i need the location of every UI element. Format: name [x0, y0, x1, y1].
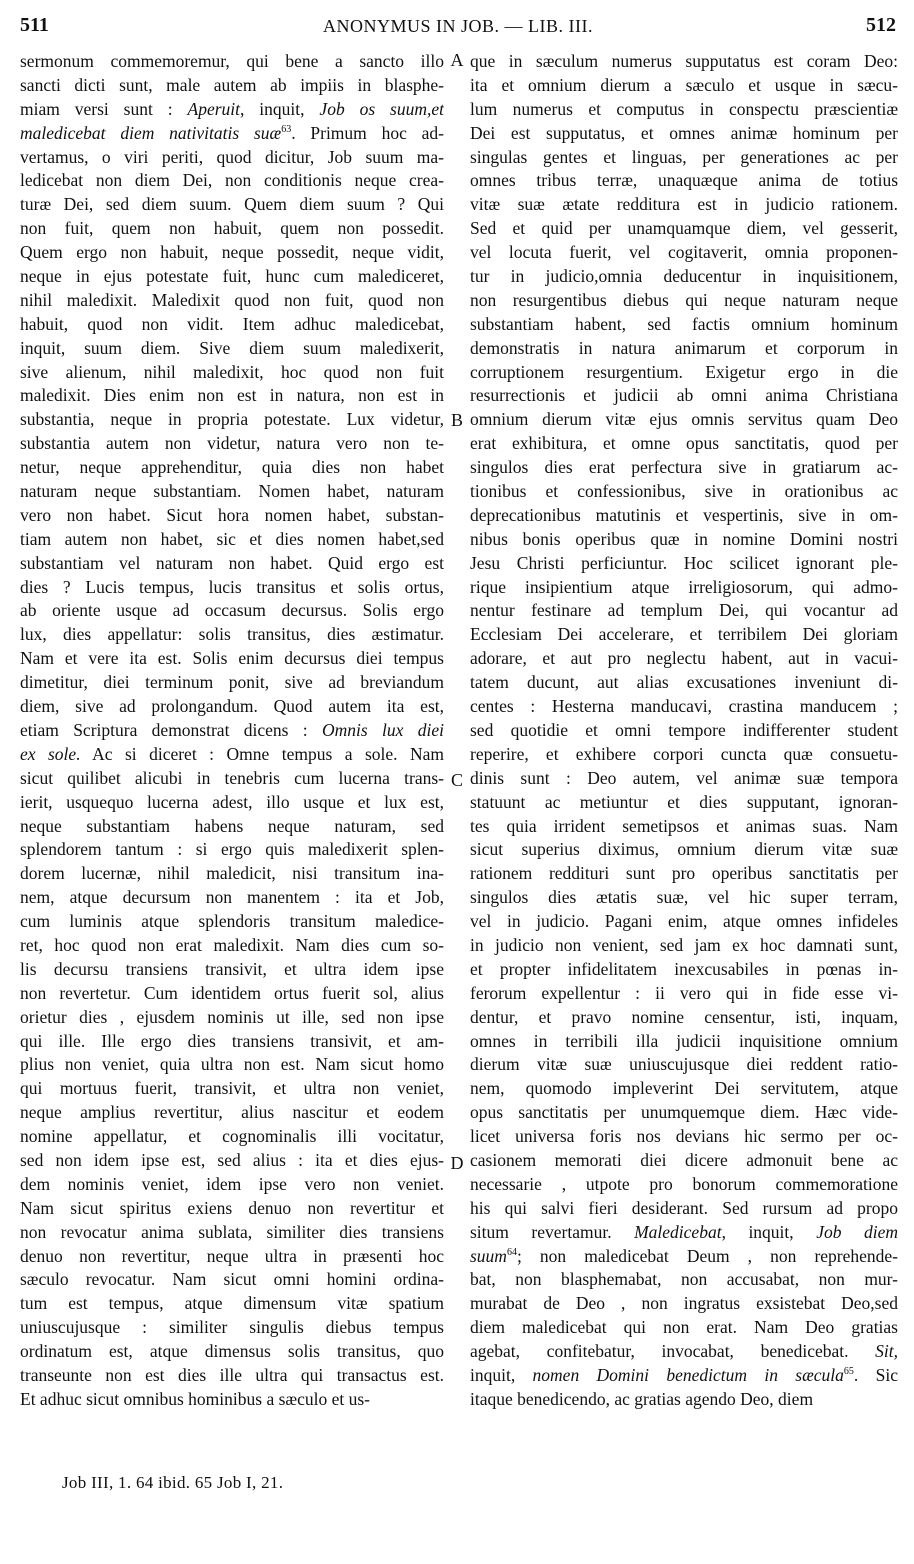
italic-text: nomen Domini benedictum in sæcula [532, 1364, 844, 1385]
text-line [470, 408, 898, 432]
italic-text: ex sole. [20, 743, 81, 764]
text-run: statuunt ac metiuntur et dies supputant, ignoran- [470, 791, 898, 812]
text-line [470, 791, 898, 815]
text-line [470, 910, 898, 934]
text-line [20, 1053, 444, 1077]
text-line [20, 1125, 444, 1149]
right-column [470, 50, 898, 1460]
text-line [20, 361, 444, 385]
text-run: omnium dierum vitæ ejus omnis servitus quam Deo [470, 409, 898, 430]
text-run: sicut superius diximus, omnium dierum vitæ suæ [470, 839, 898, 860]
text-line [470, 767, 898, 791]
footnotes: Job III, 1. 64 ibid. 65 Job I, 21. [62, 1473, 284, 1492]
text-line [470, 313, 898, 337]
text-line [470, 289, 898, 313]
text-line [470, 504, 898, 528]
text-line [470, 1125, 898, 1149]
text-run: adorare, et aut pro neglectu habent, aut in vacui- [470, 648, 898, 669]
text-line [20, 169, 444, 193]
text-line [20, 1006, 444, 1030]
text-run: opus sanctitatis per unumquemque diem. Hæc vide- [470, 1102, 898, 1123]
text-run: erat exhibitura, et omne opus sanctitatis, quod per [470, 433, 898, 454]
text-run: Nam sicut spiritus exiens denuo non revertitur et [20, 1197, 444, 1218]
text-run: resurrectionis et judicii ab omni anima Christiana [470, 385, 898, 406]
text-line [470, 480, 898, 504]
text-run: sermonum commemoremur, qui bene a sancto illo [20, 51, 444, 71]
text-run: dierum vitæ suæ uniuscujusque diei reddent ratio- [470, 1054, 898, 1075]
text-line [470, 1030, 898, 1054]
text-line [470, 1245, 898, 1269]
text-line [20, 241, 444, 265]
text-line [20, 647, 444, 671]
text-run: omnes in terribili illa judicii inquisitione omnium [470, 1030, 898, 1051]
text-run: sed non idem ipse est, sed alius : ita et dies ejus- [20, 1149, 444, 1170]
text-line [20, 1173, 444, 1197]
text-run: necessarie , utpote pro bonorum commemoratione [470, 1173, 898, 1194]
text-run: habuit, quod non vidit. Item adhuc maledicebat, [20, 313, 444, 334]
text-run: qui mortuus fuerit, transivit, et ultra non veniet, [20, 1078, 444, 1099]
text-run: tiam autem non habet, sic et dies nomen habet,sed [20, 528, 444, 549]
text-line [470, 432, 898, 456]
text-line [20, 767, 444, 791]
text-run: Sed et quid per unamquamque diem, vel gesserit, [470, 218, 898, 239]
text-line [470, 456, 898, 480]
text-line [20, 408, 444, 432]
margin-marker-c: C [450, 770, 463, 790]
margin-marker-b: B [450, 410, 463, 430]
text-run: singulas gentes et linguas, per generationes ac per [470, 146, 898, 167]
text-run: ordinatum est, atque dimensus solis transitus, quo [20, 1341, 444, 1362]
text-line [470, 528, 898, 552]
text-run: agebat, confitebatur, invocabat, benedicebat. [470, 1341, 876, 1362]
text-run: Ecclesiam Dei accelerare, et terribilem Dei gloriam [470, 624, 898, 645]
text-line [470, 169, 898, 193]
italic-text: suum [470, 1245, 507, 1266]
text-line [20, 671, 444, 695]
text-line [20, 456, 444, 480]
text-run: ita et omnium dierum a sæculo et usque in sæcu- [470, 74, 898, 95]
text-run: Quem ergo non habuit, neque possedit, neque vidit, [20, 242, 444, 263]
text-run: denuo non revertitur, neque ultra in præsenti hoc [20, 1245, 444, 1266]
text-line [470, 576, 898, 600]
text-run: tionibus et confessionibus, sive in orationibus ac [470, 481, 898, 502]
text-line [20, 1221, 444, 1245]
footnote-ref: 65 [843, 1366, 854, 1378]
text-line [20, 815, 444, 839]
text-run: omnes tribus terræ, unaquæque anima de totius [470, 170, 898, 191]
text-run: netur, neque apprehenditur, quia dies non habet [20, 457, 444, 478]
text-line [20, 98, 444, 122]
text-line [20, 982, 444, 1006]
text-line [470, 98, 898, 122]
left-column [20, 50, 444, 1460]
text-run: murabat de Deo , non ingratus exsistebat Deo,sed [470, 1293, 898, 1314]
running-title: ANONYMUS IN JOB. — LIB. III. [323, 16, 593, 36]
text-run: in judicio non venient, sed jam ex hoc damnati sunt, [470, 934, 898, 955]
italic-text: Maledicebat [634, 1221, 722, 1242]
text-line [470, 1316, 898, 1340]
text-line [470, 862, 898, 886]
text-line [470, 1197, 898, 1221]
text-run: nentur festinare ad templum Dei, qui vocantur ad [470, 600, 898, 621]
text-line [20, 1030, 444, 1054]
text-line [20, 1245, 444, 1269]
text-run: maledixit. Dies enim non est in natura, non est in [20, 385, 444, 406]
text-line [470, 552, 898, 576]
text-run: inquit, suum diem. Sive diem suum maledixerit, [20, 337, 444, 358]
text-run: ret, hoc quod non erat maledixit. Nam dies cum so- [20, 934, 444, 955]
text-run: singulos dies ætatis suæ, vel hic super terram, [470, 887, 898, 908]
text-line [470, 599, 898, 623]
text-line [470, 1053, 898, 1077]
text-run: splendorem tantum : si ergo quis maledixerit splen- [20, 839, 444, 860]
text-run: demonstratis in natura animarum et corporum in [470, 337, 898, 358]
text-run: ab oriente usque ad occasum decursus. Solis ergo [20, 600, 444, 621]
text-line [20, 958, 444, 982]
text-line [470, 886, 898, 910]
text-line [470, 74, 898, 98]
text-line [20, 1101, 444, 1125]
text-line [470, 1221, 898, 1245]
text-line [20, 599, 444, 623]
text-run: uniuscujusque : similiter singulis diebus tempus [20, 1317, 444, 1338]
text-line [20, 289, 444, 313]
text-run: etiam Scriptura demonstrat dicens : [20, 719, 322, 740]
text-run: plius non veniet, quia ultra non est. Nam sicut homo [20, 1054, 444, 1075]
text-run: non revertetur. Cum identidem ortus fuerit sol, alius [20, 982, 444, 1003]
page-number-right: 512 [866, 14, 896, 36]
text-run: tatem ducunt, aut alias excusationes inveniunt di- [470, 672, 898, 693]
text-line [470, 1173, 898, 1197]
text-run: dentur, et pravo nomine censentur, isti, inquam, [470, 1006, 898, 1027]
text-line [20, 1364, 444, 1388]
margin-marker-d: D [450, 1153, 464, 1173]
text-run: Et adhuc sicut omnibus hominibus a sæculo et us- [20, 1388, 370, 1409]
text-run: transeunte non est dies ille ultra qui transactus est. [20, 1364, 444, 1385]
text-line [20, 432, 444, 456]
text-run: dimetitur, diei terminum ponit, sive ad breviandum [20, 672, 444, 693]
text-line [470, 695, 898, 719]
text-run: . Sic [853, 1364, 898, 1385]
text-run: vero non habet. Sicut hora nomen habet, substan- [20, 504, 444, 525]
text-line [470, 146, 898, 170]
text-line [470, 241, 898, 265]
text-run: Jesu Christi perficiuntur. Hoc scilicet ignorant ple- [470, 552, 898, 573]
text-run: nem, atque decursum non manentem : ita et Job, [20, 887, 444, 908]
text-run: diem maledicebat qui non erat. Nam Deo gratias [470, 1317, 898, 1338]
text-run: dem nominis veniet, idem ipse vero non veniet. [20, 1173, 444, 1194]
text-run: substantia, neque in propria potestate. Lux videtur, [20, 409, 444, 430]
italic-text: Sit, [875, 1341, 898, 1362]
text-run: non fuit, quem non habuit, quem non possedit. [20, 218, 444, 239]
text-run: his qui salvi fieri desiderant. Sed rursum ad propo [470, 1197, 898, 1218]
text-run: , inquit, [240, 98, 320, 119]
text-run: rationem reddituri sunt pro operibus sanctitatis per [470, 863, 898, 884]
text-line [470, 1006, 898, 1030]
text-line [20, 623, 444, 647]
running-header [20, 14, 896, 44]
footnote-ref: 64 [506, 1246, 517, 1258]
text-run: qui ille. Ille ergo dies transiens transivit, et am- [20, 1030, 444, 1051]
text-line [20, 1077, 444, 1101]
text-line [470, 361, 898, 385]
text-line [20, 1268, 444, 1292]
text-line [20, 146, 444, 170]
text-line [470, 193, 898, 217]
text-line [20, 1340, 444, 1364]
text-line [20, 838, 444, 862]
text-line [470, 982, 898, 1006]
text-line [470, 1340, 898, 1364]
text-run: sicut quilibet alicubi in tenebris cum lucerna trans- [20, 767, 444, 788]
text-line [20, 122, 444, 146]
text-line [20, 337, 444, 361]
text-line [20, 384, 444, 408]
text-line [20, 504, 444, 528]
text-line [20, 719, 444, 743]
text-line [20, 1292, 444, 1316]
text-line [20, 743, 444, 767]
text-line [470, 1388, 898, 1412]
text-run: tum est tempus, atque dimensum vitæ spatium [20, 1293, 444, 1314]
text-run: nibus bonis operibus quæ in nomine Domini nostri [470, 528, 898, 549]
text-run: . Primum hoc ad- [291, 122, 444, 143]
text-run: rique insipientium atque irreligiosorum, qui admo- [470, 576, 898, 597]
text-line [470, 647, 898, 671]
text-run: dorem lucernæ, nihil maledicit, nisi transitum ina- [20, 863, 444, 884]
text-run: naturam neque substantiam. Nomen habet, naturam [20, 481, 444, 502]
text-run: nem, quomodo impleverint Dei servitutem, atque [470, 1078, 898, 1099]
italic-text: Omnis lux diei [322, 719, 444, 740]
text-run: neque amplius revertitur, alius nascitur et eodem [20, 1102, 444, 1123]
text-run: que in sæculum numerus supputatus est coram Deo: [470, 51, 898, 71]
text-line [470, 815, 898, 839]
text-run: turæ Dei, sed diem suum. Quem diem suum ? Qui [20, 194, 444, 215]
text-line [470, 1268, 898, 1292]
italic-text: maledicebat diem nativitatis suæ [20, 122, 282, 143]
text-run: bat, non blasphemabat, non accusabat, non mur- [470, 1269, 898, 1290]
text-line [20, 217, 444, 241]
text-run: diem, sive ad prolongandum. Quod autem ita est, [20, 696, 444, 717]
text-line [470, 838, 898, 862]
text-line [20, 1388, 444, 1412]
text-line [470, 384, 898, 408]
text-run: substantia autem non videtur, natura vero non te- [20, 433, 444, 454]
text-run: singulos dies erat perfectura sive in gratiarum ac- [470, 457, 898, 478]
italic-text: Job diem [816, 1221, 898, 1242]
text-line [470, 719, 898, 743]
text-run: vel in judicio. Pagani enim, atque omnes infideles [470, 911, 898, 932]
text-line [470, 217, 898, 241]
text-run: itaque benedicendo, ac gratias agendo Deo, diem [470, 1388, 814, 1409]
text-run: corruptionem resurgentium. Exigetur ergo in die [470, 361, 898, 382]
text-run: non resurgentibus diebus qui neque naturam neque [470, 289, 898, 310]
text-line [20, 910, 444, 934]
text-line [20, 695, 444, 719]
text-line [20, 1197, 444, 1221]
text-run: situm revertamur. [470, 1221, 635, 1242]
text-run: vitæ suæ ætate redditura est in judicio rationem. [470, 194, 898, 215]
text-run: substantiam habent, sed factis omnium hominum [470, 313, 898, 334]
text-run: lum numerus et computus in conspectu præscientiæ [470, 98, 898, 119]
text-run: vel locuta fuerit, vel cogitaverit, omnia proponen- [470, 242, 898, 263]
text-run: Ac si diceret : Omne tempus a sole. Nam [80, 743, 444, 764]
text-line [470, 671, 898, 695]
text-run: casionem memorati diei dicere admonuit bene ac [470, 1149, 898, 1170]
text-run: substantiam vel naturam non habet. Quid ergo est [20, 552, 444, 573]
text-line [20, 1149, 444, 1173]
text-run: nihil maledixit. Maledixit quod non fuit, quod non [20, 289, 444, 310]
text-run: et propter infidelitatem inexcusabiles in pœnas in- [470, 958, 898, 979]
text-run: reperire, et exhibere corpori cuncta quæ consuetu- [470, 743, 898, 764]
footnote-ref: 63 [281, 123, 292, 135]
text-line [470, 1292, 898, 1316]
text-run: sed quotidie et omni tempore indifferenter student [470, 719, 898, 740]
text-run: sæculo revocatur. Nam sicut omni homini ordina- [20, 1269, 444, 1290]
text-run: sive alienum, nihil maledixit, hoc quod non fuit [20, 361, 444, 382]
text-line [20, 528, 444, 552]
text-run: orietur dies , ejusdem nominis ut ille, sed non ipse [20, 1006, 444, 1027]
text-line [470, 1077, 898, 1101]
text-run: ierit, usquequo lucerna adest, illo usque et lux est, [20, 791, 444, 812]
text-run: deprecationibus matutinis et vespertinis, sive in om- [470, 504, 898, 525]
text-run: , inquit, [721, 1221, 817, 1242]
text-line [470, 934, 898, 958]
text-line [470, 1149, 898, 1173]
text-line [20, 193, 444, 217]
text-line [470, 265, 898, 289]
text-line [20, 862, 444, 886]
text-line [470, 623, 898, 647]
text-line [20, 886, 444, 910]
page-number-left: 511 [20, 14, 49, 36]
text-run: miam versi sunt : [20, 98, 188, 119]
text-run: dinis sunt : Deo autem, vel animæ suæ tempora [470, 767, 898, 788]
text-line [20, 265, 444, 289]
text-run: neque in ejus potestate fuit, hunc cum malediceret, [20, 266, 444, 287]
text-run: ; non maledicebat Deum , non reprehende- [516, 1245, 898, 1266]
text-run: ferorum expellentur : ii vero qui in fide esse vi- [470, 982, 898, 1003]
text-line [20, 1316, 444, 1340]
text-line [470, 958, 898, 982]
text-run: dies ? Lucis tempus, lucis transitus et solis ortus, [20, 576, 444, 597]
text-run: sancti dicti sunt, male autem ab impiis in blasphe- [20, 74, 444, 95]
text-line [470, 122, 898, 146]
text-run: centes : Hesterna manducavi, crastina manducem ; [470, 696, 898, 717]
text-run: vertamus, o viri periti, quod dicitur, Job suum ma- [20, 146, 444, 167]
text-line [20, 552, 444, 576]
text-line [20, 576, 444, 600]
margin-marker-a: A [450, 50, 464, 70]
text-run: Dei est supputatus, et omnes animæ hominum per [470, 122, 898, 143]
text-run: nomine appellatur, et cognominalis illi vocitatur, [20, 1126, 444, 1147]
text-run: ledicebat non diem Dei, non conditionis neque crea- [20, 170, 444, 191]
text-line [20, 791, 444, 815]
text-run: lis decursu transiens transivit, et ultra idem ipse [20, 958, 444, 979]
italic-text: Aperuit [187, 98, 241, 119]
text-run: tur in judicio,omnia deducentur in inquisitionem, [470, 266, 898, 287]
text-line [470, 50, 898, 74]
text-line [470, 1101, 898, 1125]
text-run: cum luminis atque splendoris transitum maledice- [20, 911, 444, 932]
text-run: Nam et vere ita est. Solis enim decursus diei tempus [20, 648, 444, 669]
text-line [20, 74, 444, 98]
text-line [470, 743, 898, 767]
italic-text: Job os suum,et [319, 98, 444, 119]
text-line [470, 337, 898, 361]
text-line [20, 313, 444, 337]
text-run: neque substantiam habens neque naturam, sed [20, 815, 444, 836]
text-run: non revocatur anima sublata, similiter dies transiens [20, 1221, 444, 1242]
text-line [20, 934, 444, 958]
text-run: inquit, [470, 1364, 533, 1385]
text-line [20, 50, 444, 74]
text-line [470, 1364, 898, 1388]
text-run: licet universa foris nos devians hic sermo per oc- [470, 1126, 898, 1147]
text-run: tes quia irrident semetipsos et animas suas. Nam [470, 815, 898, 836]
text-line [20, 480, 444, 504]
text-run: lux, dies appellatur: solis transitus, dies æstimatur. [20, 624, 444, 645]
